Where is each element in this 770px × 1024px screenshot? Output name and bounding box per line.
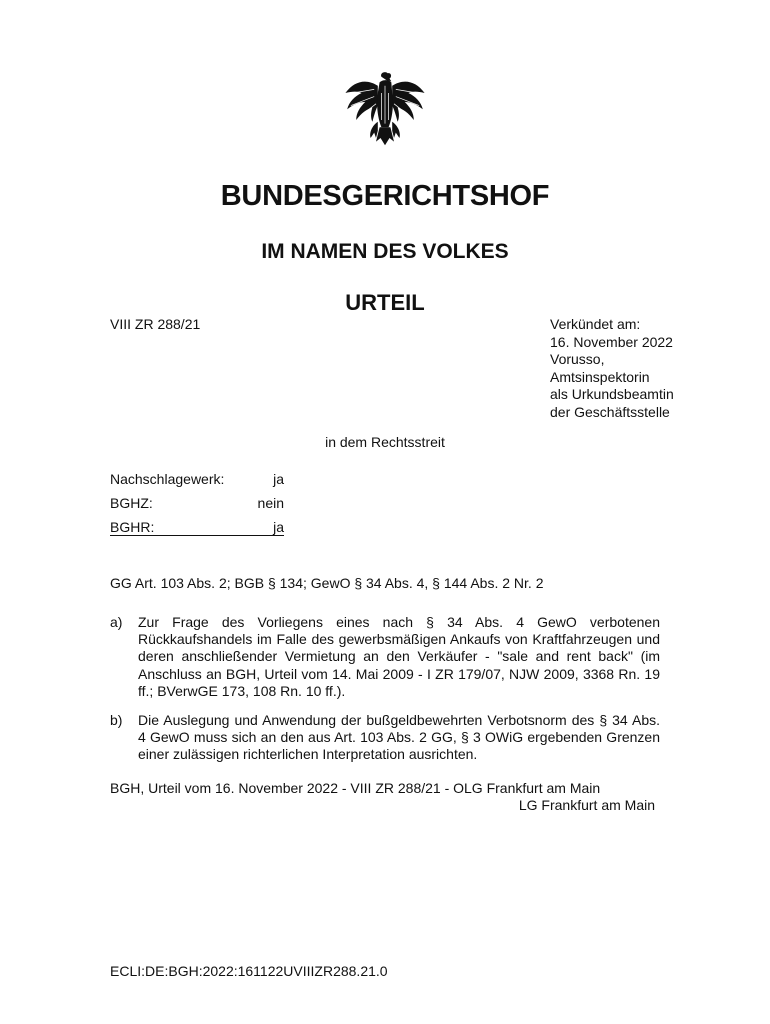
citation-lower-court: LG Frankfurt am Main [518, 797, 655, 813]
bghr-row [110, 515, 284, 536]
bghr-value: ja [273, 519, 284, 535]
leitsatz-marker: a) [110, 614, 123, 630]
leitsatz-text: Die Auslegung und Anwendung der bußgeldbewehrten Verbotsnorm des § 34 Abs. 4 GewO muss sich an den aus Art. 103 Abs. 2 GG, § 3 OWiG ergebenden Grenzen einer zulässigen richterlichen Interpretation ausrichten. [138, 712, 660, 763]
nachschlagewerk-block [110, 467, 284, 536]
nachschlagewerk-label: Nachschlagewerk: [110, 471, 225, 487]
verkuendet-line: Amtsinspektorin [550, 368, 650, 385]
bghz-row [110, 491, 284, 515]
verkuendet-line: 16. November 2022 [550, 333, 673, 350]
leitsatz-marker: b) [110, 712, 123, 729]
federal-eagle-icon [340, 66, 430, 156]
leitsaetze-list [110, 614, 660, 776]
bghr-label: BGHR: [110, 519, 155, 535]
rechtsstreit-label: in dem Rechtsstreit [325, 434, 445, 450]
norm-references: GG Art. 103 Abs. 2; BGB § 134; GewO § 34 Abs. 4, § 144 Abs. 2 Nr. 2 [110, 575, 544, 591]
leitsatz-item [110, 712, 660, 764]
citation-line: BGH, Urteil vom 16. November 2022 - VIII ZR 288/21 - OLG Frankfurt am Main [110, 780, 601, 796]
nachschlagewerk-value: ja [273, 471, 284, 487]
nachschlagewerk-row [110, 467, 284, 491]
leitsatz-text: Zur Frage des Vorliegens eines nach § 34 Abs. 4 GewO verbotenen Rückkaufshandels im Falle des gewerbsmäßigen Ankaufs von Kraftfahrzeugen und deren anschließender Vermietung an den Verkäufer - "sale and rent back" (im Anschluss an BGH, Urteil vom 14. Mai 2009 - I ZR 179/07, NJW 2009, 3368 Rn. 19 ff.; BVerwGE 173, 108 Rn. 10 ff.). [138, 614, 660, 699]
court-name: BUNDESGERICHTSHOF [220, 180, 550, 212]
bghz-label: BGHZ: [110, 495, 153, 511]
im-namen-des-volkes: IM NAMEN DES VOLKES [261, 240, 509, 263]
aktenzeichen: VIII ZR 288/21 [110, 316, 201, 332]
document-type: URTEIL [345, 290, 425, 315]
bghz-value: nein [257, 495, 284, 511]
leitsatz-item [110, 614, 660, 700]
verkuendet-line: Vorusso, [550, 351, 605, 367]
verkuendet-line: der Geschäftsstelle [550, 403, 670, 420]
verkuendungs-vermerk [550, 316, 674, 421]
verkuendet-line: Verkündet am: [550, 316, 641, 332]
ecli-identifier: ECLI:DE:BGH:2022:161122UVIIIZR288.21.0 [110, 963, 388, 979]
verkuendet-line: als Urkundsbeamtin [550, 386, 674, 402]
